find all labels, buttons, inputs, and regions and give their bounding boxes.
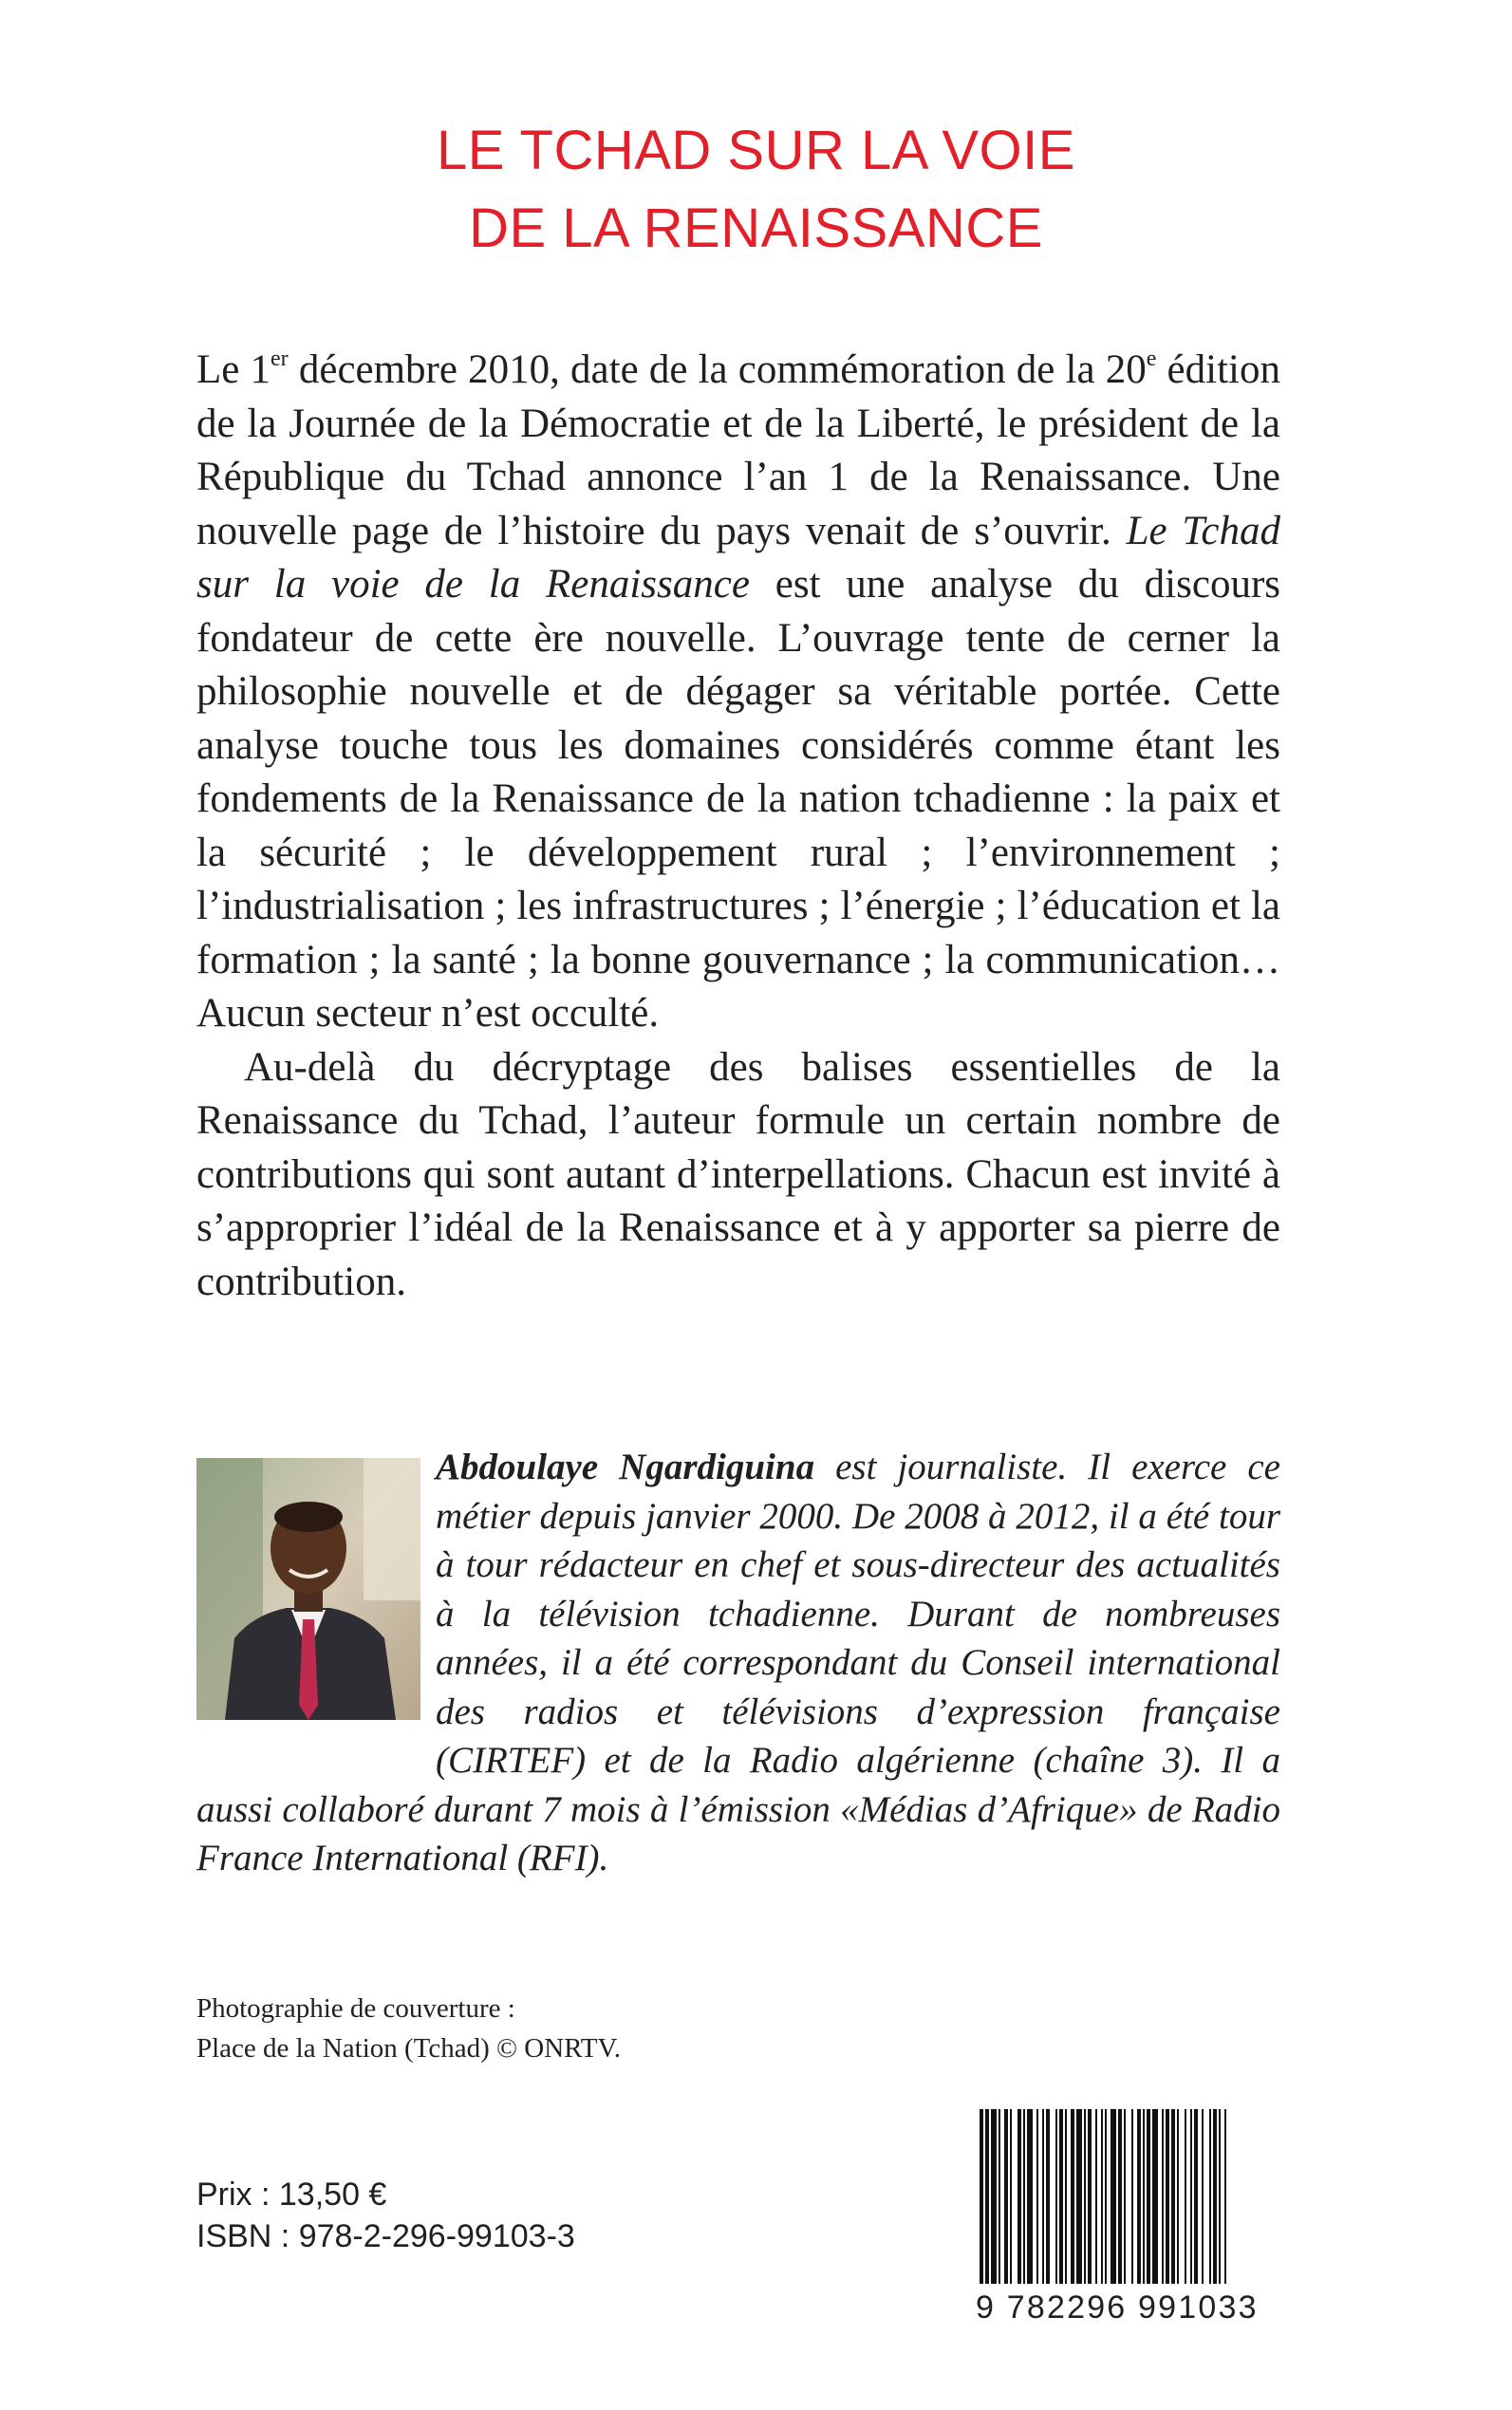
barcode-bar bbox=[1190, 2109, 1192, 2284]
barcode-bar bbox=[1095, 2109, 1097, 2284]
summary-paragraph-2: Au-delà du décryptage des balises essentielles de la Renaissance du Tchad, l’auteur formule un certain nombre de contributions qui sont autant d’interpellations. Chacun est invité à s’approprier l’idéal de la Renaissance et à y apporter sa pierre de contribution. bbox=[196, 1044, 1280, 1304]
barcode bbox=[976, 2109, 1291, 2284]
barcode-bar bbox=[1088, 2109, 1092, 2284]
barcode-bar bbox=[1036, 2109, 1038, 2284]
summary-text bbox=[196, 344, 1280, 1309]
barcode-bar bbox=[1118, 2109, 1122, 2284]
barcode-bar bbox=[1027, 2109, 1033, 2284]
barcode-bar bbox=[999, 2109, 1000, 2284]
barcode-bar bbox=[1147, 2109, 1150, 2284]
barcode-bar bbox=[1177, 2109, 1179, 2284]
barcode-bar bbox=[1171, 2109, 1175, 2284]
barcode-bar bbox=[1055, 2109, 1057, 2284]
barcode-bar bbox=[1143, 2109, 1145, 2284]
summary-text-run: édition de la Journée de la Démocratie et de la Liberté, le président de la République du Tchad annonce l’an 1 de la Renaissance. Une nouvelle page de l’histoire du pays venait de s’ouvrir. bbox=[196, 347, 1280, 553]
barcode-number: 9 782296 991033 bbox=[976, 2289, 1259, 2326]
barcode-bar bbox=[1071, 2109, 1074, 2284]
barcode-bar bbox=[1166, 2109, 1169, 2284]
summary-paragraph-1 bbox=[196, 344, 1280, 1041]
photo-float-spacer bbox=[196, 1443, 436, 1737]
barcode-bar bbox=[1185, 2109, 1186, 2284]
barcode-bar bbox=[1209, 2109, 1211, 2284]
barcode-bar bbox=[1202, 2109, 1204, 2284]
barcode-bar bbox=[1076, 2109, 1082, 2284]
barcode-bar bbox=[1059, 2109, 1063, 2284]
isbn-label: ISBN : 978-2-296-99103-3 bbox=[196, 2218, 575, 2254]
book-title-line-2: DE LA RENAISSANCE bbox=[469, 197, 1043, 259]
summary-text-run: Le 1 bbox=[196, 347, 271, 392]
barcode-bar bbox=[980, 2109, 983, 2284]
photo-credit-line-1: Photographie de couverture : bbox=[196, 1993, 515, 2024]
barcode-bar bbox=[1162, 2109, 1164, 2284]
barcode-bar bbox=[1101, 2109, 1103, 2284]
barcode-bar bbox=[1023, 2109, 1025, 2284]
photo-credit bbox=[196, 1989, 621, 2068]
barcode-bar bbox=[991, 2109, 997, 2284]
photo-credit-line-2: Place de la Nation (Tchad) © ONRTV. bbox=[196, 2033, 621, 2064]
barcode-bar bbox=[1224, 2109, 1226, 2284]
author-bio bbox=[196, 1443, 1280, 1883]
barcode-bar bbox=[1213, 2109, 1217, 2284]
barcode-bar bbox=[1137, 2109, 1141, 2284]
summary-text-run: décembre 2010, date de la commémoration de la 20 bbox=[288, 347, 1147, 392]
summary-text-run: est une analyse du discours fondateur de cette ère nouvelle. L’ouvrage tente de cerner la philosophie nouvelle et de dégager sa véritable portée. Cette analyse touche tous les domaines considérés comme étant les fondements de la Renaissance de la nation tchadienne : la paix et la sécurité ; le développement rural ; l’environnement ; l’industrialisation ; les infrastructures ; l’énergie ; l’éducation et la formation ; la santé ; la bonne gouvernance ; la communication… Aucun secteur n’est occulté. bbox=[196, 562, 1280, 1036]
barcode-bar bbox=[1111, 2109, 1116, 2284]
price-info bbox=[196, 2174, 575, 2257]
barcode-bar bbox=[1065, 2109, 1067, 2284]
barcode-bar bbox=[985, 2109, 989, 2284]
superscript: er bbox=[271, 346, 289, 371]
barcode-bar bbox=[1105, 2109, 1107, 2284]
author-bio-text: est journaliste. Il exerce ce métier depuis janvier 2000. De 2008 à 2012, il a été tour à tour rédacteur en chef et sous-directeur des actualités à la télévision tchadienne. Durant de nombreuses années, il a été correspondant du Conseil international des radios et télévisions d’expression française (CIRTEF) et de la Radio algérienne (chaîne 3). Il a aussi collaboré durant 7 mois à l’émission «Médias d’Afrique» de Radio France International (RFI). bbox=[196, 1447, 1280, 1878]
barcode-bar bbox=[1152, 2109, 1158, 2284]
barcode-bar bbox=[1124, 2109, 1126, 2284]
book-title-line-1: LE TCHAD SUR LA VOIE bbox=[437, 120, 1075, 181]
barcode-bar bbox=[1046, 2109, 1050, 2284]
barcode-bar bbox=[1017, 2109, 1021, 2284]
book-title-italic: Le Tchad sur la voie de la Renaissance bbox=[196, 508, 1280, 607]
superscript: e bbox=[1146, 346, 1157, 371]
barcode-bar bbox=[1194, 2109, 1198, 2284]
barcode-bar bbox=[1084, 2109, 1086, 2284]
price-label: Prix : 13,50 € bbox=[196, 2176, 387, 2213]
book-title bbox=[0, 112, 1512, 268]
barcode-bar bbox=[1004, 2109, 1008, 2284]
barcode-bar bbox=[1219, 2109, 1221, 2284]
author-name: Abdoulaye Ngardiguina bbox=[436, 1447, 815, 1487]
barcode-bar bbox=[1131, 2109, 1133, 2284]
barcode-bar bbox=[1010, 2109, 1012, 2284]
barcode-bar bbox=[1042, 2109, 1044, 2284]
